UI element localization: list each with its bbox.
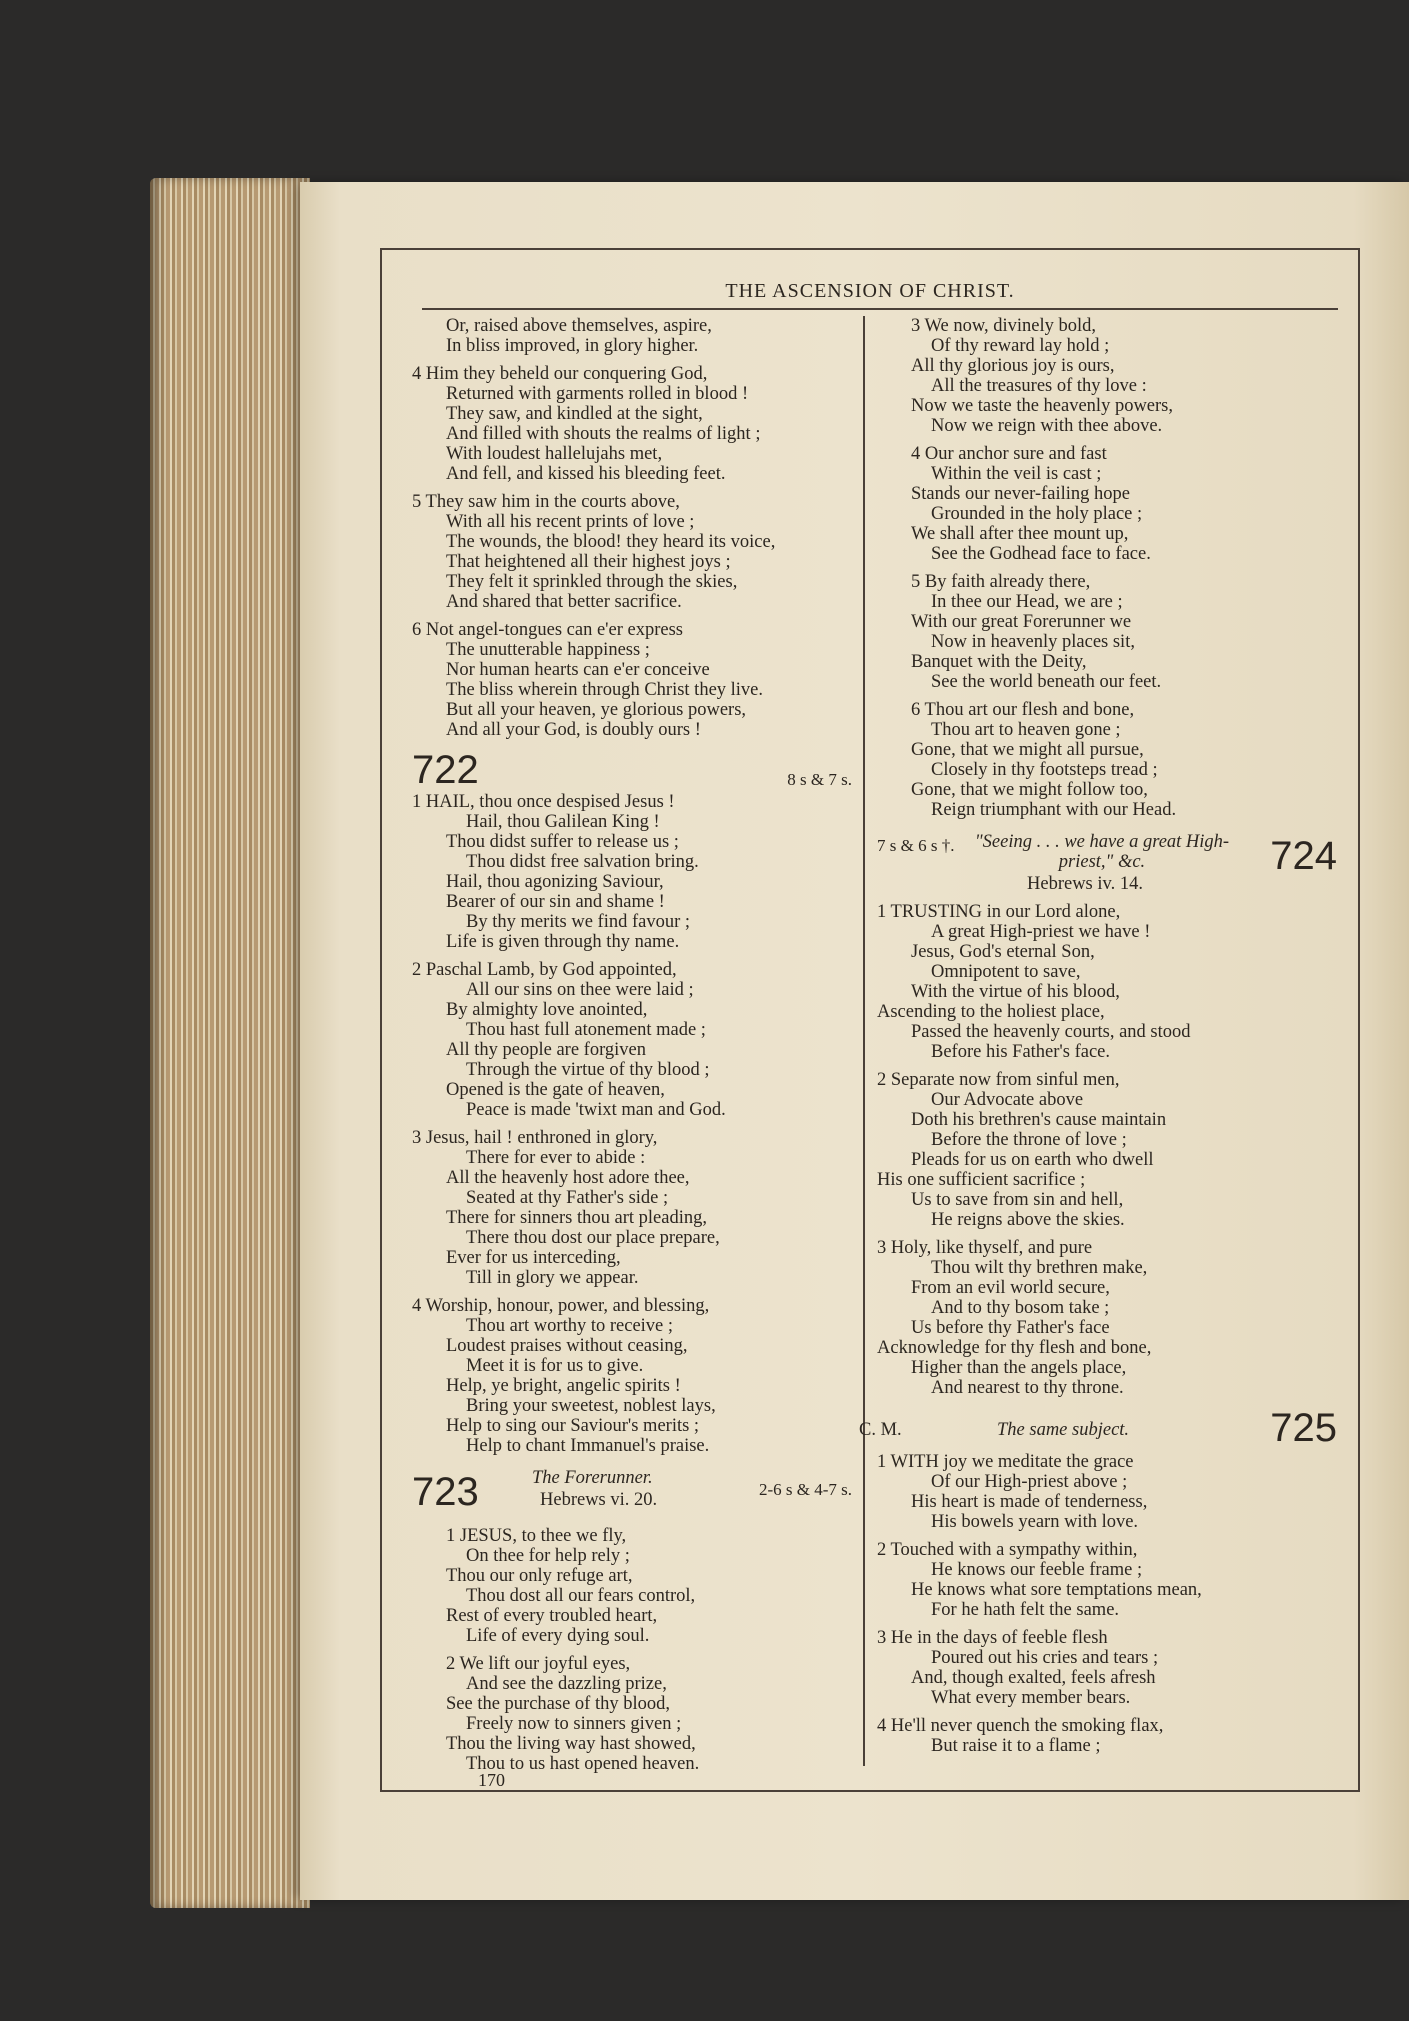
verse-line: What every member bears.: [931, 1688, 1131, 1708]
verse-line: All thy glorious joy is ours,: [911, 356, 1115, 376]
verse-line: Bring your sweetest, noblest lays,: [466, 1396, 716, 1416]
verse-line: Thou didst suffer to release us ;: [446, 832, 679, 852]
hymn-meter: C. M.: [859, 1420, 902, 1440]
verse-line: Seated at thy Father's side ;: [466, 1188, 669, 1208]
verse-line: Thou art worthy to receive ;: [466, 1316, 674, 1336]
verse-line: See the purchase of thy blood,: [446, 1694, 670, 1714]
verse-line: Omnipotent to save,: [931, 962, 1081, 982]
hymn-722-text: [412, 792, 852, 1456]
verse-line: That heightened all their highest joys ;: [446, 552, 731, 572]
verse-line: Within the veil is cast ;: [931, 464, 1102, 484]
left-column: [412, 316, 852, 1774]
hymn-725-header: [859, 1406, 1337, 1452]
verse-line: But all your heaven, ye glorious powers,: [446, 700, 747, 720]
verse-line: Rest of every troubled heart,: [446, 1606, 658, 1626]
verse-line: Returned with garments rolled in blood !: [446, 384, 749, 404]
verse-line: Freely now to sinners given ;: [466, 1714, 682, 1734]
verse-line: 1 HAIL, thou once despised Jesus !: [412, 792, 675, 812]
hymn-723-continuation: [877, 316, 1337, 820]
hymn-meter: 7 s & 6 s †.: [877, 836, 955, 855]
verse-line: The bliss wherein through Christ they live.: [446, 680, 764, 700]
hymn-721-continuation: [412, 316, 852, 740]
verse-line: 4 Him they beheld our conquering God,: [412, 364, 708, 384]
hymn-title: The Forerunner.: [532, 1468, 653, 1488]
verse-line: Reign triumphant with our Head.: [931, 800, 1177, 820]
verse-line: Now in heavenly places sit,: [931, 632, 1135, 652]
verse-line: Us to save from sin and hell,: [911, 1190, 1124, 1210]
verse-line: In thee our Head, we are ;: [931, 592, 1123, 612]
hymn-number: 724: [1270, 834, 1337, 878]
verse-line: And, though exalted, feels afresh: [911, 1668, 1156, 1688]
hymn-number: 722: [412, 748, 479, 792]
header-rule: [422, 308, 1338, 310]
verse-line: A great High-priest we have !: [931, 922, 1151, 942]
hymn-title: The same subject.: [997, 1420, 1130, 1440]
verse-line: And filled with shouts the realms of light ;: [446, 424, 761, 444]
verse-line: Or, raised above themselves, aspire,: [446, 316, 712, 336]
hymn-meter: 2-6 s & 4-7 s.: [758, 1480, 852, 1499]
verse-line: Loudest praises without ceasing,: [446, 1336, 688, 1356]
verse-line: 5 They saw him in the courts above,: [412, 492, 680, 512]
verse-line: But raise it to a flame ;: [931, 1736, 1101, 1756]
verse-line: On thee for help rely ;: [466, 1546, 630, 1566]
verse-line: And all your God, is doubly ours !: [446, 720, 701, 740]
hymn-number: 725: [1270, 1406, 1337, 1450]
verse-line: They saw, and kindled at the sight,: [446, 404, 703, 424]
verse-line: With the virtue of his blood,: [911, 982, 1120, 1002]
verse-line: He knows what sore temptations mean,: [911, 1580, 1202, 1600]
verse-line: For he hath felt the same.: [931, 1600, 1120, 1620]
verse-line: Before the throne of love ;: [931, 1130, 1127, 1150]
verse-line: There for sinners thou art pleading,: [446, 1208, 707, 1228]
hymn-meter: 8 s & 7 s.: [787, 770, 852, 789]
verse-line: Grounded in the holy place ;: [931, 504, 1143, 524]
verse-line: Thou wilt thy brethren make,: [931, 1258, 1148, 1278]
verse-line: 2 Separate now from sinful men,: [877, 1070, 1120, 1090]
verse-line: Gone, that we might all pursue,: [911, 740, 1144, 760]
hymn-725-text: [877, 1452, 1337, 1756]
page-edges: [150, 178, 310, 1908]
verse-line: 2 Paschal Lamb, by God appointed,: [412, 960, 677, 980]
verse-line: Before his Father's face.: [931, 1042, 1111, 1062]
verse-line: See the Godhead face to face.: [931, 544, 1151, 564]
verse-line: His one sufficient sacrifice ;: [877, 1170, 1086, 1190]
verse-line: And nearest to thy throne.: [931, 1378, 1124, 1398]
page-number: 170: [478, 1770, 505, 1790]
verse-line: They felt it sprinkled through the skies,: [446, 572, 738, 592]
verse-line: 1 WITH joy we meditate the grace: [877, 1452, 1134, 1472]
verse-line: Thou hast full atonement made ;: [466, 1020, 706, 1040]
verse-line: Passed the heavenly courts, and stood: [911, 1022, 1191, 1042]
verse-line: See the world beneath our feet.: [931, 672, 1162, 692]
running-head: THE ASCENSION OF CHRIST.: [725, 280, 1015, 302]
verse-line: Nor human hearts can e'er conceive: [446, 660, 710, 680]
hymn-723-text: [412, 1526, 852, 1774]
verse-line: 3 Holy, like thyself, and pure: [877, 1238, 1093, 1258]
verse-line: From an evil world secure,: [911, 1278, 1110, 1298]
verse-line: 1 JESUS, to thee we fly,: [446, 1526, 627, 1546]
verse-line: With loudest hallelujahs met,: [446, 444, 663, 464]
hymn-724-text: [877, 902, 1337, 1398]
verse-line: 2 We lift our joyful eyes,: [446, 1654, 631, 1674]
verse-line: Help to chant Immanuel's praise.: [466, 1436, 710, 1456]
verse-line: Life is given through thy name.: [446, 932, 680, 952]
column-divider: [863, 316, 865, 1766]
verse-line: He reigns above the skies.: [931, 1210, 1125, 1230]
verse-line: Help, ye bright, angelic spirits !: [446, 1376, 681, 1396]
verse-line: Till in glory we appear.: [466, 1268, 639, 1288]
verse-line: The unutterable happiness ;: [446, 640, 650, 660]
verse-line: Acknowledge for thy flesh and bone,: [877, 1338, 1152, 1358]
verse-line: By almighty love anointed,: [446, 1000, 648, 1020]
verse-line: Closely in thy footsteps tread ;: [931, 760, 1158, 780]
verse-line: With all his recent prints of love ;: [446, 512, 695, 532]
verse-line: 6 Thou art our flesh and bone,: [911, 700, 1135, 720]
page-frame: [380, 248, 1360, 1792]
verse-line: With our great Forerunner we: [911, 612, 1132, 632]
verse-line: Ascending to the holiest place,: [877, 1002, 1105, 1022]
verse-line: 4 Our anchor sure and fast: [911, 444, 1107, 464]
verse-line: 3 We now, divinely bold,: [911, 316, 1097, 336]
hymn-number: 723: [412, 1470, 479, 1514]
verse-line: 3 Jesus, hail ! enthroned in glory,: [412, 1128, 658, 1148]
verse-line: Thou didst free salvation bring.: [466, 852, 699, 872]
verse-line: By thy merits we find favour ;: [466, 912, 691, 932]
verse-line: Thou art to heaven gone ;: [931, 720, 1121, 740]
verse-line: Life of every dying soul.: [466, 1626, 650, 1646]
verse-line: Hail, thou Galilean King !: [466, 812, 660, 832]
verse-line: Hail, thou agonizing Saviour,: [446, 872, 664, 892]
verse-line: Meet it is for us to give.: [466, 1356, 644, 1376]
hymn-title: "Seeing . . . we have a great High-priest," &c.: [974, 832, 1230, 872]
verse-line: Now we reign with thee above.: [931, 416, 1163, 436]
verse-line: All the treasures of thy love :: [931, 376, 1147, 396]
verse-line: Our Advocate above: [931, 1090, 1084, 1110]
verse-line: Thou dost all our fears control,: [466, 1586, 696, 1606]
verse-line: Opened is the gate of heaven,: [446, 1080, 665, 1100]
verse-line: His heart is made of tenderness,: [911, 1492, 1148, 1512]
verse-line: Peace is made 'twixt man and God.: [466, 1100, 726, 1120]
hymn-reference: Hebrews iv. 14.: [1027, 874, 1143, 894]
verse-line: Stands our never-failing hope: [911, 484, 1131, 504]
verse-line: Gone, that we might follow too,: [911, 780, 1148, 800]
verse-line: 6 Not angel-tongues can e'er express: [412, 620, 683, 640]
verse-line: And fell, and kissed his bleeding feet.: [446, 464, 726, 484]
verse-line: Doth his brethren's cause maintain: [911, 1110, 1167, 1130]
verse-line: Jesus, God's eternal Son,: [911, 942, 1095, 962]
verse-line: Through the virtue of thy blood ;: [466, 1060, 710, 1080]
verse-line: Us before thy Father's face: [911, 1318, 1110, 1338]
verse-line: 3 He in the days of feeble flesh: [877, 1628, 1108, 1648]
verse-line: In bliss improved, in glory higher.: [446, 336, 699, 356]
verse-line: Banquet with the Deity,: [911, 652, 1087, 672]
verse-line: Ever for us interceding,: [446, 1248, 621, 1268]
verse-line: Help to sing our Saviour's merits ;: [446, 1416, 700, 1436]
verse-line: Of our High-priest above ;: [931, 1472, 1128, 1492]
verse-line: Thou to us hast opened heaven.: [466, 1754, 700, 1774]
verse-line: Now we taste the heavenly powers,: [911, 396, 1173, 416]
hymn-723-header: [412, 1466, 852, 1526]
verse-line: All our sins on thee were laid ;: [466, 980, 694, 1000]
hymn-722-header: [412, 750, 852, 792]
verse-line: Poured out his cries and tears ;: [931, 1648, 1159, 1668]
verse-line: His bowels yearn with love.: [931, 1512, 1139, 1532]
verse-line: All the heavenly host adore thee,: [446, 1168, 690, 1188]
verse-line: Thou our only refuge art,: [446, 1566, 633, 1586]
verse-line: And shared that better sacrifice.: [446, 592, 682, 612]
verse-line: And see the dazzling prize,: [466, 1674, 667, 1694]
verse-line: And to thy bosom take ;: [931, 1298, 1110, 1318]
verse-line: We shall after thee mount up,: [911, 524, 1129, 544]
verse-line: 4 Worship, honour, power, and blessing,: [412, 1296, 710, 1316]
verse-line: Of thy reward lay hold ;: [931, 336, 1110, 356]
verse-line: Pleads for us on earth who dwell: [911, 1150, 1154, 1170]
verse-line: There for ever to abide :: [466, 1148, 646, 1168]
verse-line: Higher than the angels place,: [911, 1358, 1127, 1378]
verse-line: Bearer of our sin and shame !: [446, 892, 665, 912]
verse-line: He knows our feeble frame ;: [931, 1560, 1143, 1580]
right-column: [859, 316, 1337, 1756]
book-page: [300, 182, 1409, 1900]
verse-line: 5 By faith already there,: [911, 572, 1091, 592]
hymn-reference: Hebrews vi. 20.: [540, 1490, 658, 1510]
verse-line: 2 Touched with a sympathy within,: [877, 1540, 1138, 1560]
verse-line: Thou the living way hast showed,: [446, 1734, 696, 1754]
hymn-724-header: [877, 830, 1337, 902]
verse-line: 4 He'll never quench the smoking flax,: [877, 1716, 1164, 1736]
verse-line: The wounds, the blood! they heard its voice,: [446, 532, 776, 552]
verse-line: There thou dost our place prepare,: [466, 1228, 720, 1248]
verse-line: All thy people are forgiven: [446, 1040, 647, 1060]
verse-line: 1 TRUSTING in our Lord alone,: [877, 902, 1121, 922]
